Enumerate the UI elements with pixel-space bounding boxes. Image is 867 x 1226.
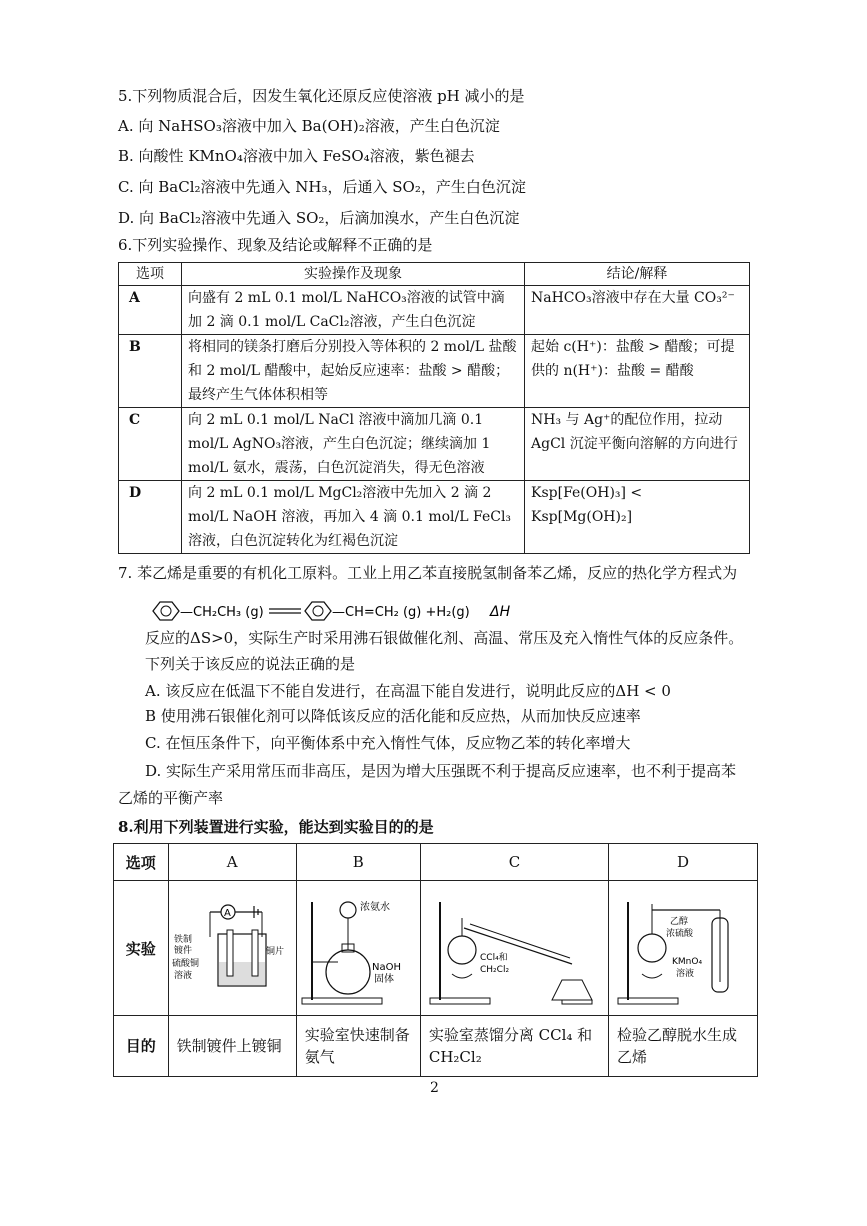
distillation-apparatus-icon	[422, 882, 606, 1010]
q7-question-line: 下列关于该反应的说法正确的是	[145, 655, 356, 673]
q6-row-a	[119, 286, 750, 335]
q8-header-a: A	[168, 844, 296, 881]
q6-stem: 6.下列实验操作、现象及结论或解释不正确的是	[118, 236, 433, 254]
q7-equation	[145, 597, 575, 625]
label-solid: 固体	[373, 974, 394, 985]
q6-header-experiment: 实验操作及现象	[182, 263, 525, 286]
q6-header-option: 选项	[119, 263, 182, 286]
q8-purpose-d: 检验乙醇脱水生成乙烯	[609, 1016, 758, 1077]
q7-equation-right: —CH=CH₂ (g) +H₂(g)	[332, 605, 470, 620]
q8-header-b: B	[296, 844, 420, 881]
q6-row-conclusion: NH₃ 与 Ag⁺的配位作用，拉动 AgCl 沉淀平衡向溶解的方向进行	[525, 408, 750, 481]
label-conc-h2so4: 浓硫酸	[666, 929, 694, 939]
q6-row-experiment: 向 2 mL 0.1 mol/L MgCl₂溶液中先加入 2 滴 2 mol/L NaOH 溶液，再加入 4 滴 0.1 mol/L FeCl₃溶液，白色沉淀转化为红褐色沉淀	[182, 481, 525, 554]
q7-equation-left: —CH₂CH₃ (g)	[180, 605, 264, 620]
q6-row-b	[119, 335, 750, 408]
q7-equation-dh: ΔH	[490, 604, 511, 620]
q7-option-c: C. 在恒压条件下，向平衡体系中充入惰性气体，反应物乙苯的转化率增大	[145, 734, 631, 752]
q8-header-c: C	[420, 844, 608, 881]
q8-label-purpose: 目的	[114, 1016, 169, 1077]
q8-apparatus-d	[609, 881, 758, 1016]
q6-row-experiment: 向 2 mL 0.1 mol/L NaCl 溶液中滴加几滴 0.1 mol/L AgNO₃溶液，产生白色沉淀；继续滴加 1 mol/L 氨水，震荡，白色沉淀消失，得无色溶液	[182, 408, 525, 481]
ammeter-label: A	[223, 908, 231, 919]
q6-header-conclusion: 结论/解释	[525, 263, 750, 286]
q8-purpose-a: 铁制镀件上镀铜	[168, 1016, 296, 1077]
q7-option-a: A. 该反应在低温下不能自发进行，在高温下能自发进行，说明此反应的ΔH < 0	[145, 682, 671, 700]
q8-apparatus-c	[420, 881, 608, 1016]
q6-row-c	[119, 408, 750, 481]
label-ch2cl2: CH₂Cl₂	[479, 965, 509, 975]
label-iron-plating: 铁制	[173, 935, 192, 945]
q6-row-conclusion: Ksp[Fe(OH)₃] < Ksp[Mg(OH)₂]	[525, 481, 750, 554]
q6-row-d	[119, 481, 750, 554]
label-ccl4: CCl₄和	[479, 953, 508, 963]
q8-apparatus-a	[168, 881, 296, 1016]
q8-purpose-c: 实验室蒸馏分离 CCl₄ 和 CH₂Cl₂	[420, 1016, 608, 1077]
q5-stem: 5.下列物质混合后，因发生氧化还原反应使溶液 pH 减小的是	[118, 87, 525, 105]
q8-label-experiment: 实验	[114, 881, 169, 1016]
label-naoh: NaOH	[371, 962, 401, 973]
label-cuso4: 硫酸铜	[171, 959, 199, 969]
label-conc-ammonia: 浓氨水	[359, 902, 390, 913]
benzene-ring-icon	[153, 602, 179, 620]
q6-row-option: B	[119, 335, 182, 408]
page-number: 2	[430, 1080, 439, 1096]
q7-option-d: D. 实际生产采用常压而非高压，是因为增大压强既不利于提高反应速率，也不利于提高苯	[145, 762, 737, 780]
benzene-ring-icon	[305, 602, 331, 620]
q5-option-a: A. 向 NaHSO₃溶液中加入 Ba(OH)₂溶液，产生白色沉淀	[118, 117, 500, 135]
q6-row-option: A	[119, 286, 182, 335]
q8-table	[113, 843, 758, 1077]
q5-option-d: D. 向 BaCl₂溶液中先通入 SO₂，后滴加溴水，产生白色沉淀	[118, 209, 520, 227]
q6-row-conclusion: 起始 c(H⁺)：盐酸 > 醋酸；可提供的 n(H⁺)：盐酸 = 醋酸	[525, 335, 750, 408]
q6-row-experiment: 向盛有 2 mL 0.1 mol/L NaHCO₃溶液的试管中滴加 2 滴 0.1 mol/L CaCl₂溶液，产生白色沉淀	[182, 286, 525, 335]
q8-header-d: D	[609, 844, 758, 881]
q7-option-b: B 使用沸石银催化剂可以降低该反应的活化能和反应热，从而加快反应速率	[145, 707, 641, 725]
q8-label-option: 选项	[114, 844, 169, 881]
q6-row-conclusion: NaHCO₃溶液中存在大量 CO₃²⁻	[525, 286, 750, 335]
ethanol-dehydration-apparatus-icon	[610, 882, 756, 1010]
q7-condition-line: 反应的ΔS>0，实际生产时采用沸石银做催化剂、高温、常压及充入惰性气体的反应条件。	[145, 629, 744, 647]
q8-stem: 8.利用下列装置进行实验，能达到实验目的的是	[118, 818, 434, 836]
label-kmno4: KMnO₄	[672, 957, 703, 967]
q6-row-option: C	[119, 408, 182, 481]
label-cuso4-2: 溶液	[173, 971, 192, 981]
q6-row-option: D	[119, 481, 182, 554]
label-ethanol: 乙醇	[670, 917, 689, 927]
q8-purpose-b: 实验室快速制备氨气	[296, 1016, 420, 1077]
electroplating-apparatus-icon	[170, 882, 294, 1010]
q8-apparatus-b	[296, 881, 420, 1016]
q6-row-experiment: 将相同的镁条打磨后分别投入等体积的 2 mol/L 盐酸和 2 mol/L 醋酸中，起始反应速率：盐酸 > 醋酸；最终产生气体体积相等	[182, 335, 525, 408]
q7-stem: 7. 苯乙烯是重要的有机化工原料。工业上用乙苯直接脱氢制备苯乙烯，反应的热化学方程式为	[118, 564, 738, 582]
q6-table	[118, 262, 750, 554]
q7-option-d-continued: 乙烯的平衡产率	[118, 789, 224, 807]
ammonia-generator-icon	[298, 882, 418, 1010]
q5-option-b: B. 向酸性 KMnO₄溶液中加入 FeSO₄溶液，紫色褪去	[118, 147, 475, 165]
label-copper: 铜片	[265, 947, 284, 957]
q5-option-c: C. 向 BaCl₂溶液中先通入 NH₃，后通入 SO₂，产生白色沉淀	[118, 178, 526, 196]
label-solution: 溶液	[676, 969, 695, 979]
label-iron-plating-2: 镀件	[173, 946, 192, 956]
